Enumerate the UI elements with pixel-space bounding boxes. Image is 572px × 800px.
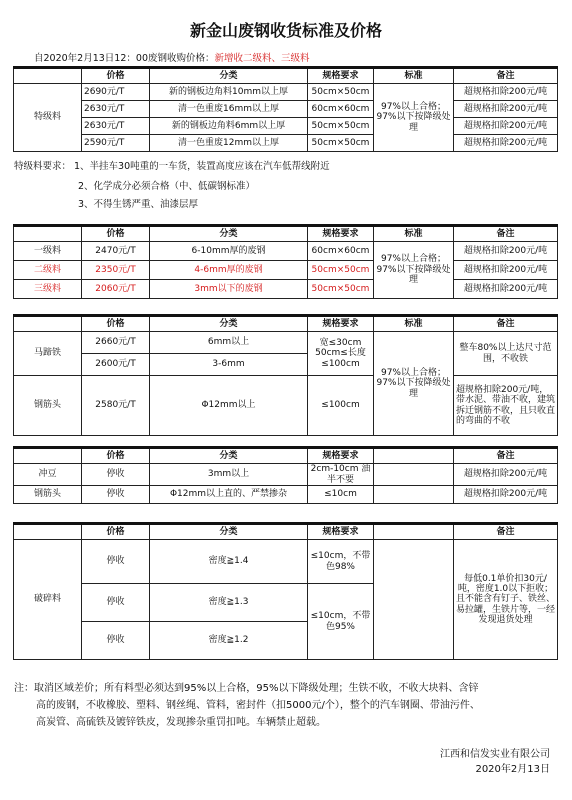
- table-row-category: 3mm以上: [150, 464, 308, 486]
- table-row-remark: 超规格扣除200元/吨: [454, 84, 558, 101]
- grade-standard: 97%以上合格；97%以下按降级处理: [374, 242, 454, 299]
- table-row-category: 3mm以下的废钢: [150, 280, 308, 299]
- header-category: 分类: [150, 68, 308, 84]
- table-row-category: 4-6mm厚的废钢: [150, 261, 308, 280]
- table-row-price: 2600元/T: [82, 354, 150, 376]
- header-remark: 备注: [454, 226, 558, 242]
- header-empty: [14, 524, 82, 540]
- grade-label: 三级料: [14, 280, 82, 299]
- issue-date: 2020年2月13日: [475, 763, 550, 775]
- rebar-category: Φ12mm以上: [150, 376, 308, 436]
- table-row-spec: 60cm×60cm: [308, 101, 374, 118]
- table-row-category: 清一色重废12mm以上厚: [150, 135, 308, 152]
- header-spec: 规格要求: [308, 448, 374, 464]
- table-row-category: 密度≧1.2: [150, 622, 308, 660]
- table-row-spec: 50cm×50cm: [308, 280, 374, 299]
- special-note-item: 3、不得生锈严重、油漆层厚: [78, 199, 199, 210]
- table-row-price: 2350元/T: [82, 261, 150, 280]
- rebar-remark: 超规格扣除200元/吨，带水泥、带油不收，建筑拆迁钢筋不收，且只收直的弯曲的不收: [454, 376, 558, 436]
- header-standard: 标准: [374, 68, 454, 84]
- iron-rebar-table: [13, 314, 558, 436]
- footer-line: 注：取消区域差价；所有料型必须达到95%以上合格，95%以下降级处理；生铁不收，不收大块料、含锌: [14, 683, 479, 694]
- header-remark: 备注: [454, 524, 558, 540]
- table-row-category: 密度≧1.4: [150, 540, 308, 584]
- header-standard: [374, 448, 454, 464]
- iron-standard: 97%以上合格；97%以下按降级处理: [374, 332, 454, 436]
- stopped-label: 冲豆: [14, 464, 82, 486]
- table-row-remark: 超规格扣除200元/吨: [454, 280, 558, 299]
- crushed-spec-rest: ≤10cm，不带色95%: [308, 584, 374, 660]
- table-row-spec: 2cm-10cm 油半不要: [308, 464, 374, 486]
- footer-line: 高的废钢，不收橡胶、塑料、钢丝绳、管料，密封件（扣5000元/个），整个的汽车钢圈、带油污件、: [36, 700, 480, 711]
- special-note-item: 2、化学成分必须合格（中、低碳钢标准）: [78, 181, 256, 192]
- table-row-price: 2470元/T: [82, 242, 150, 261]
- rebar-spec: ≤100cm: [308, 376, 374, 436]
- header-empty: [14, 316, 82, 332]
- header-standard: [374, 524, 454, 540]
- table-row-category: Φ12mm以上直的、严禁掺杂: [150, 486, 308, 504]
- rebar-price: 2580元/T: [82, 376, 150, 436]
- subtitle-highlight: 新增收二级料、三级料: [214, 53, 310, 64]
- stopped-table: [13, 446, 558, 504]
- table-row-standard: [374, 464, 454, 486]
- rebar-label: 钢筋头: [14, 376, 82, 436]
- signature-block: [440, 748, 550, 777]
- table-row-spec: 50cm×50cm: [308, 261, 374, 280]
- header-empty: [14, 448, 82, 464]
- header-spec: 规格要求: [308, 68, 374, 84]
- subtitle-prefix: 自2020年2月13日12：00废钢收购价格：: [34, 53, 215, 64]
- grade-label: 一级料: [14, 242, 82, 261]
- table-row-category: 新的钢板边角料6mm以上厚: [150, 118, 308, 135]
- crushed-standard: [374, 540, 454, 660]
- table-row-price: 2660元/T: [82, 332, 150, 354]
- header-category: 分类: [150, 524, 308, 540]
- table-row-remark: 超规格扣除200元/吨: [454, 242, 558, 261]
- table-row-category: 6mm以上: [150, 332, 308, 354]
- header-price: 价格: [82, 524, 150, 540]
- header-empty: [14, 68, 82, 84]
- table-row-price: 2590元/T: [82, 135, 150, 152]
- price-effective-date: [34, 50, 310, 64]
- table-row-category: 清一色重废16mm以上厚: [150, 101, 308, 118]
- table-row-spec: 50cm×50cm: [308, 135, 374, 152]
- table-row-remark: 超规格扣除200元/吨: [454, 261, 558, 280]
- crushed-remark: 每低0.1单价扣30元/吨，密度1.0以下拒收；且不能含有钉子、铁丝、易拉罐，生铁片等，一经发现退货处理: [454, 540, 558, 660]
- table-row-spec: 50cm×50cm: [308, 84, 374, 101]
- header-category: 分类: [150, 316, 308, 332]
- table-row-price: 停收: [82, 622, 150, 660]
- header-price: 价格: [82, 68, 150, 84]
- crushed-spec-first: ≤10cm，不带色98%: [308, 540, 374, 584]
- table-row-category: 新的钢板边角料10mm以上厚: [150, 84, 308, 101]
- horseshoe-iron-remark: 整车80%以上达尺寸范围，不收铁: [454, 332, 558, 376]
- footer-notes: [14, 680, 562, 731]
- table-row-price: 停收: [82, 584, 150, 622]
- horseshoe-iron-spec: 宽≤30cm 50cm≤长度≤100cm: [308, 332, 374, 376]
- special-grade-label: 特级料: [14, 84, 82, 152]
- page-title: 新金山废钢收货标准及价格: [189, 21, 382, 40]
- crushed-label: 破碎料: [14, 540, 82, 660]
- header-spec: 规格要求: [308, 316, 374, 332]
- header-category: 分类: [150, 448, 308, 464]
- table-row-price: 停收: [82, 486, 150, 504]
- table-row-spec: 50cm×50cm: [308, 118, 374, 135]
- table-row-category: 3-6mm: [150, 354, 308, 376]
- grade-table: [13, 224, 558, 299]
- special-note-item: 1、半挂车30吨重的一车货，装置高度应该在汽车低帮线附近: [74, 161, 330, 172]
- header-remark: 备注: [454, 316, 558, 332]
- table-row-category: 密度≧1.3: [150, 584, 308, 622]
- special-grade-standard: 97%以上合格；97%以下按降级处理: [374, 84, 454, 152]
- table-row-spec: 60cm×60cm: [308, 242, 374, 261]
- header-spec: 规格要求: [308, 524, 374, 540]
- grade-label: 二级料: [14, 261, 82, 280]
- header-price: 价格: [82, 226, 150, 242]
- special-notes-label: 特级料要求：: [14, 161, 72, 172]
- header-category: 分类: [150, 226, 308, 242]
- header-standard: 标准: [374, 316, 454, 332]
- table-row-remark: 超规格扣除200元/吨: [454, 135, 558, 152]
- table-row-price: 停收: [82, 540, 150, 584]
- table-row-price: 2690元/T: [82, 84, 150, 101]
- company-name: 江西和信发实业有限公司: [440, 749, 550, 760]
- table-row-standard: [374, 486, 454, 504]
- header-standard: 标准: [374, 226, 454, 242]
- header-empty: [14, 226, 82, 242]
- header-price: 价格: [82, 316, 150, 332]
- special-grade-table: [13, 66, 558, 152]
- table-row-remark: 超规格扣除200元/吨: [454, 464, 558, 486]
- table-row-category: 6-10mm厚的废钢: [150, 242, 308, 261]
- header-spec: 规格要求: [308, 226, 374, 242]
- table-row-remark: 超规格扣除200元/吨: [454, 486, 558, 504]
- table-row-spec: ≤10cm: [308, 486, 374, 504]
- stopped-label: 钢筋头: [14, 486, 82, 504]
- table-row-price: 2060元/T: [82, 280, 150, 299]
- table-row-price: 2630元/T: [82, 101, 150, 118]
- footer-line: 高炭管、高硫铁及镀锌铁皮，发现掺杂重罚扣吨。车辆禁止超载。: [36, 717, 326, 728]
- crushed-table: [13, 522, 558, 660]
- table-row-price: 停收: [82, 464, 150, 486]
- header-remark: 备注: [454, 448, 558, 464]
- header-price: 价格: [82, 448, 150, 464]
- table-row-remark: 超规格扣除200元/吨: [454, 101, 558, 118]
- table-row-price: 2630元/T: [82, 118, 150, 135]
- header-remark: 备注: [454, 68, 558, 84]
- horseshoe-iron-label: 马蹄铁: [14, 332, 82, 376]
- table-row-remark: 超规格扣除200元/吨: [454, 118, 558, 135]
